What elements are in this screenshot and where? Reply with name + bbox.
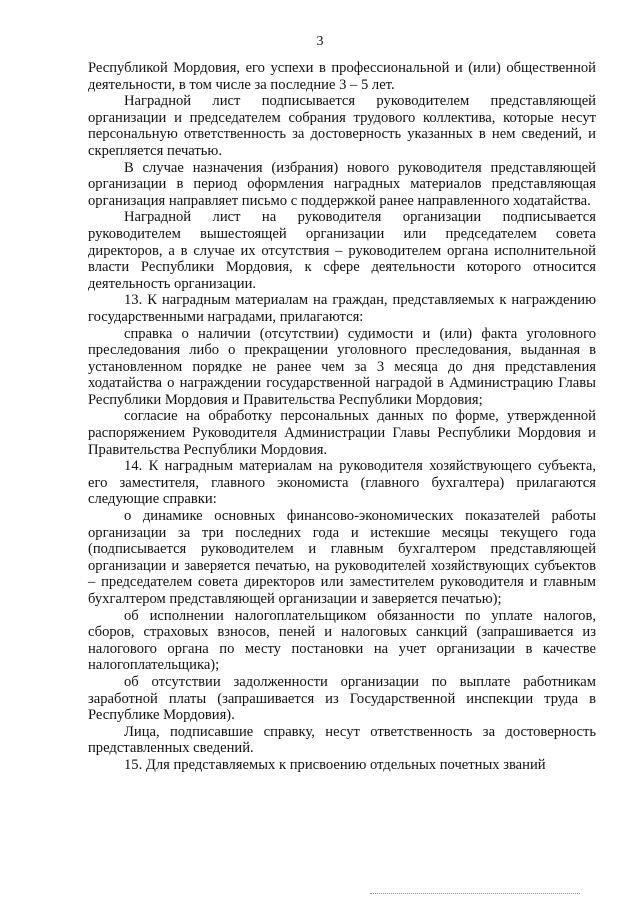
paragraph-award-sheet-signing: Наградной лист подписывается руководителем представляющей организации и председателем собрания трудового коллектива, которые несут персональную ответственность за достоверность указанных в нем сведений, и скрепляется печатью. — [88, 93, 596, 159]
paragraph-financial-dynamics: о динамике основных финансово-экономических показателей работы организации за три последних года и истекшие месяцы текущего года (подписывается руководителем и главным бухгалтером представляющей организации и заверяется печатью, на руководителей хозяйствующих субъектов – председателем совета директоров или заместителем руководителя и главным бухгалтером представляющей организации и заверяется печатью); — [88, 508, 596, 607]
scan-edge-mark — [370, 893, 580, 894]
paragraph-tax-obligations: об исполнении налогоплательщиком обязанности по уплате налогов, сборов, страховых взносов, пеней и налоговых санкций (запрашивается из налогового органа по месту постановки на учет организации в качестве налогоплательщика); — [88, 607, 596, 674]
paragraph-continuation: Республикой Мордовия, его успехи в профессиональной и (или) общественной деятельности, в том числе за последние 3 – 5 лет. — [88, 60, 596, 93]
paragraph-item-14: 14. К наградным материалам на руководителя хозяйствующего субъекта, его заместителя, главного экономиста (главного бухгалтера) прилагаются следующие справки: — [88, 458, 596, 508]
paragraph-award-sheet-for-head: Наградной лист на руководителя организации подписывается руководителем вышестоящей организации или председателем совета директоров, а в случае их отсутствия – руководителем органа исполнительной власти Республики Мордовия, к сфере деятельности которого относится деятельность организации. — [88, 209, 596, 292]
paragraph-item-13: 13. К наградным материалам на граждан, представляемых к награждению государственными наградами, прилагаются: — [88, 292, 596, 325]
paragraph-item-15: 15. Для представляемых к присвоению отдельных почетных званий — [124, 756, 546, 773]
paragraph-personal-data-consent: согласие на обработку персональных данных по форме, утвержденной распоряжением Руководителя Администрации Главы Республики Мордовия и Правительства Республики Мордовия. — [88, 408, 596, 458]
page-number: 3 — [316, 34, 324, 49]
paragraph-responsibility: Лица, подписавшие справку, несут ответственность за достоверность представленных сведений. — [88, 723, 596, 757]
paragraph-criminal-record-certificate: справка о наличии (отсутствии) судимости и (или) факта уголовного преследования либо о прекращении уголовного преследования, выданная в установленном порядке не ранее чем за 3 месяца до дня представления ходатайства о награждении государственной наградой в Администрацию Главы Республики Мордовия и Правительства Республики Мордовия; — [88, 325, 596, 408]
paragraph-new-head-appointment: В случае назначения (избрания) нового руководителя представляющей организации в период оформления наградных материалов представляющая организация направляет письмо с поддержкой ранее направленного ходатайства. — [88, 159, 596, 209]
paragraph-wage-arrears: об отсутствии задолженности организации по выплате работникам заработной платы (запрашивается из Государственной инспекции труда в Республике Мордовия). — [88, 673, 596, 724]
document-body — [88, 60, 596, 774]
